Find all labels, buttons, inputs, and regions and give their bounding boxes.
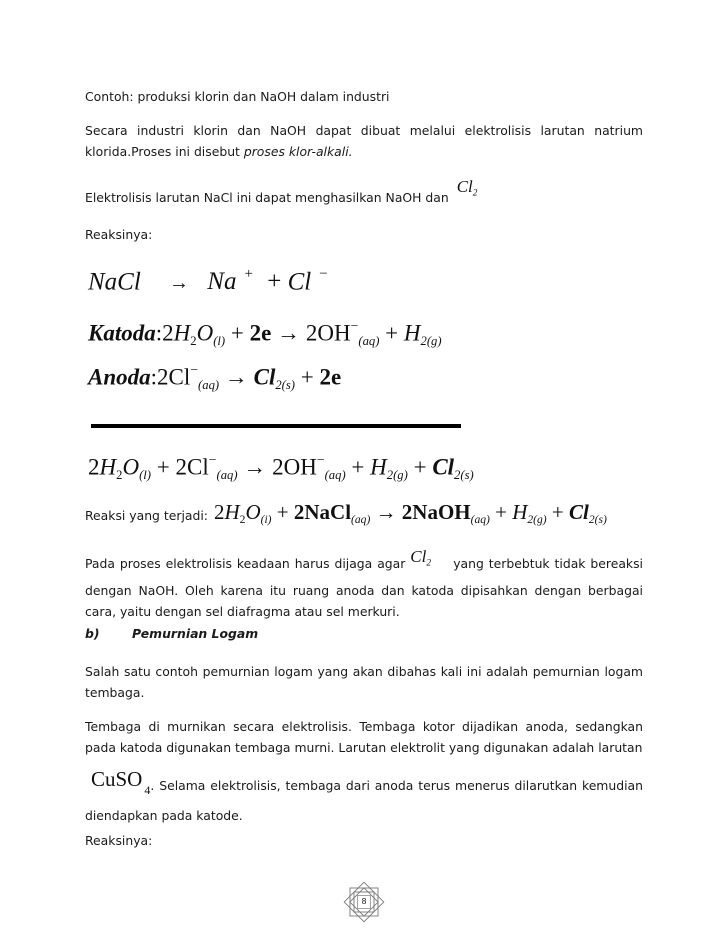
label-reaksi-yang-terjadi: Reaksi yang terjadi: [85, 508, 208, 523]
summation-rule [91, 424, 461, 428]
equation-overall: $2H_2O_{(i)}$ + 2NaCl$_{(aq)}$ → 2NaOH$_{(aq)}$ + $H_{2(g)} + Cl_{2(s)}$ [214, 500, 607, 527]
paragraph-industrial-text: Secara industri klorin dan NaOH dapat dibuat melalui elektrolisis larutan natrium klorida.Proses ini disebut [85, 123, 643, 159]
paragraph-industrial-intro [85, 120, 643, 162]
anoda-cl2: Cl [253, 364, 276, 390]
paragraph-keep-cl2-separate [85, 547, 643, 622]
section-label: b) [85, 626, 100, 641]
anoda-label: Anoda [88, 364, 151, 390]
paragraph-example-title: Contoh: produksi klorin dan NaOH dalam industri [85, 89, 390, 104]
paragraph-electrolysis-products [85, 177, 643, 214]
eq1-na-charge: + [244, 266, 253, 282]
paragraph-copper-example: Salah satu contoh pemurnian logam yang akan dibahas kali ini adalah pemurnian logam tembaga. [85, 664, 643, 700]
products-text: Elektrolisis larutan NaCl ini dapat menghasilkan NaOH dan [85, 190, 449, 205]
anoda-electrons: 2e [319, 364, 342, 390]
eq1-cl-charge: − [319, 266, 328, 282]
eq1-arrow: → [169, 272, 190, 295]
eq1-nacl: NaCl [88, 268, 141, 296]
net-cl2: Cl [432, 454, 455, 480]
p5-rest: yang terbebtuk tidak bereaksi dengan NaOH. Oleh karena itu ruang anoda dan katoda dipisahkan dengan berbagai cara, yaitu dengan sel diafragma atau sel merkuri. [85, 556, 643, 620]
paragraph-copper-electrolysis: Tembaga di murnikan secara elektrolisis. Tembaga kotor dijadikan anoda, sedangkan pada katoda digunakan tembaga murni. Larutan elektrolit yang digunakan adalah larutan [85, 719, 643, 755]
page-number-ornament [340, 878, 388, 926]
label-reaksinya-2: Reaksinya: [85, 833, 153, 848]
eq1-cl: Cl [287, 268, 312, 296]
paragraph-copper-deposition [85, 767, 643, 826]
katoda-electrons: 2e [249, 320, 272, 346]
eq1-plus: + [267, 268, 282, 296]
p8-text: . Selama elektrolisis, tembaga dari anoda terus menerus dilarutkan kemudian diendapkan pada katode. [85, 778, 643, 824]
page-number: 8 [361, 897, 367, 906]
section-heading-b [85, 626, 258, 641]
equation-net-ionic: $2H_2O_{(l)} + 2Cl^-_{(aq)} \to 2OH^-_{(aq)} + H_{2(g)} + Cl_{2(s)}$ [88, 452, 474, 482]
term-chlor-alkali: proses klor-alkali. [243, 144, 353, 159]
label-reaksinya-1: Reaksinya: [85, 227, 153, 242]
formula-cuso4: CuSO $_4$ [91, 767, 151, 798]
formula-cl2-inline-2: $Cl_2$ [410, 547, 432, 569]
katoda-label: Katoda [88, 320, 156, 346]
equation-katoda: $Katoda:2H_2O_{(l)} + 2e \to 2OH^-_{(aq)} + H_{2(g)}$ [88, 318, 442, 348]
eq1-na: Na [207, 268, 237, 296]
formula-cl2-inline: $Cl_2$ [456, 177, 478, 199]
section-title: Pemurnian Logam [132, 626, 259, 641]
p5-start: Pada proses elektrolisis keadaan harus dijaga agar [85, 556, 406, 571]
equation-nacl-dissociation [88, 266, 328, 296]
equation-anoda: $Anoda:2Cl^-_{(aq)} \to Cl_{2(s)} + 2e$ [88, 362, 342, 392]
